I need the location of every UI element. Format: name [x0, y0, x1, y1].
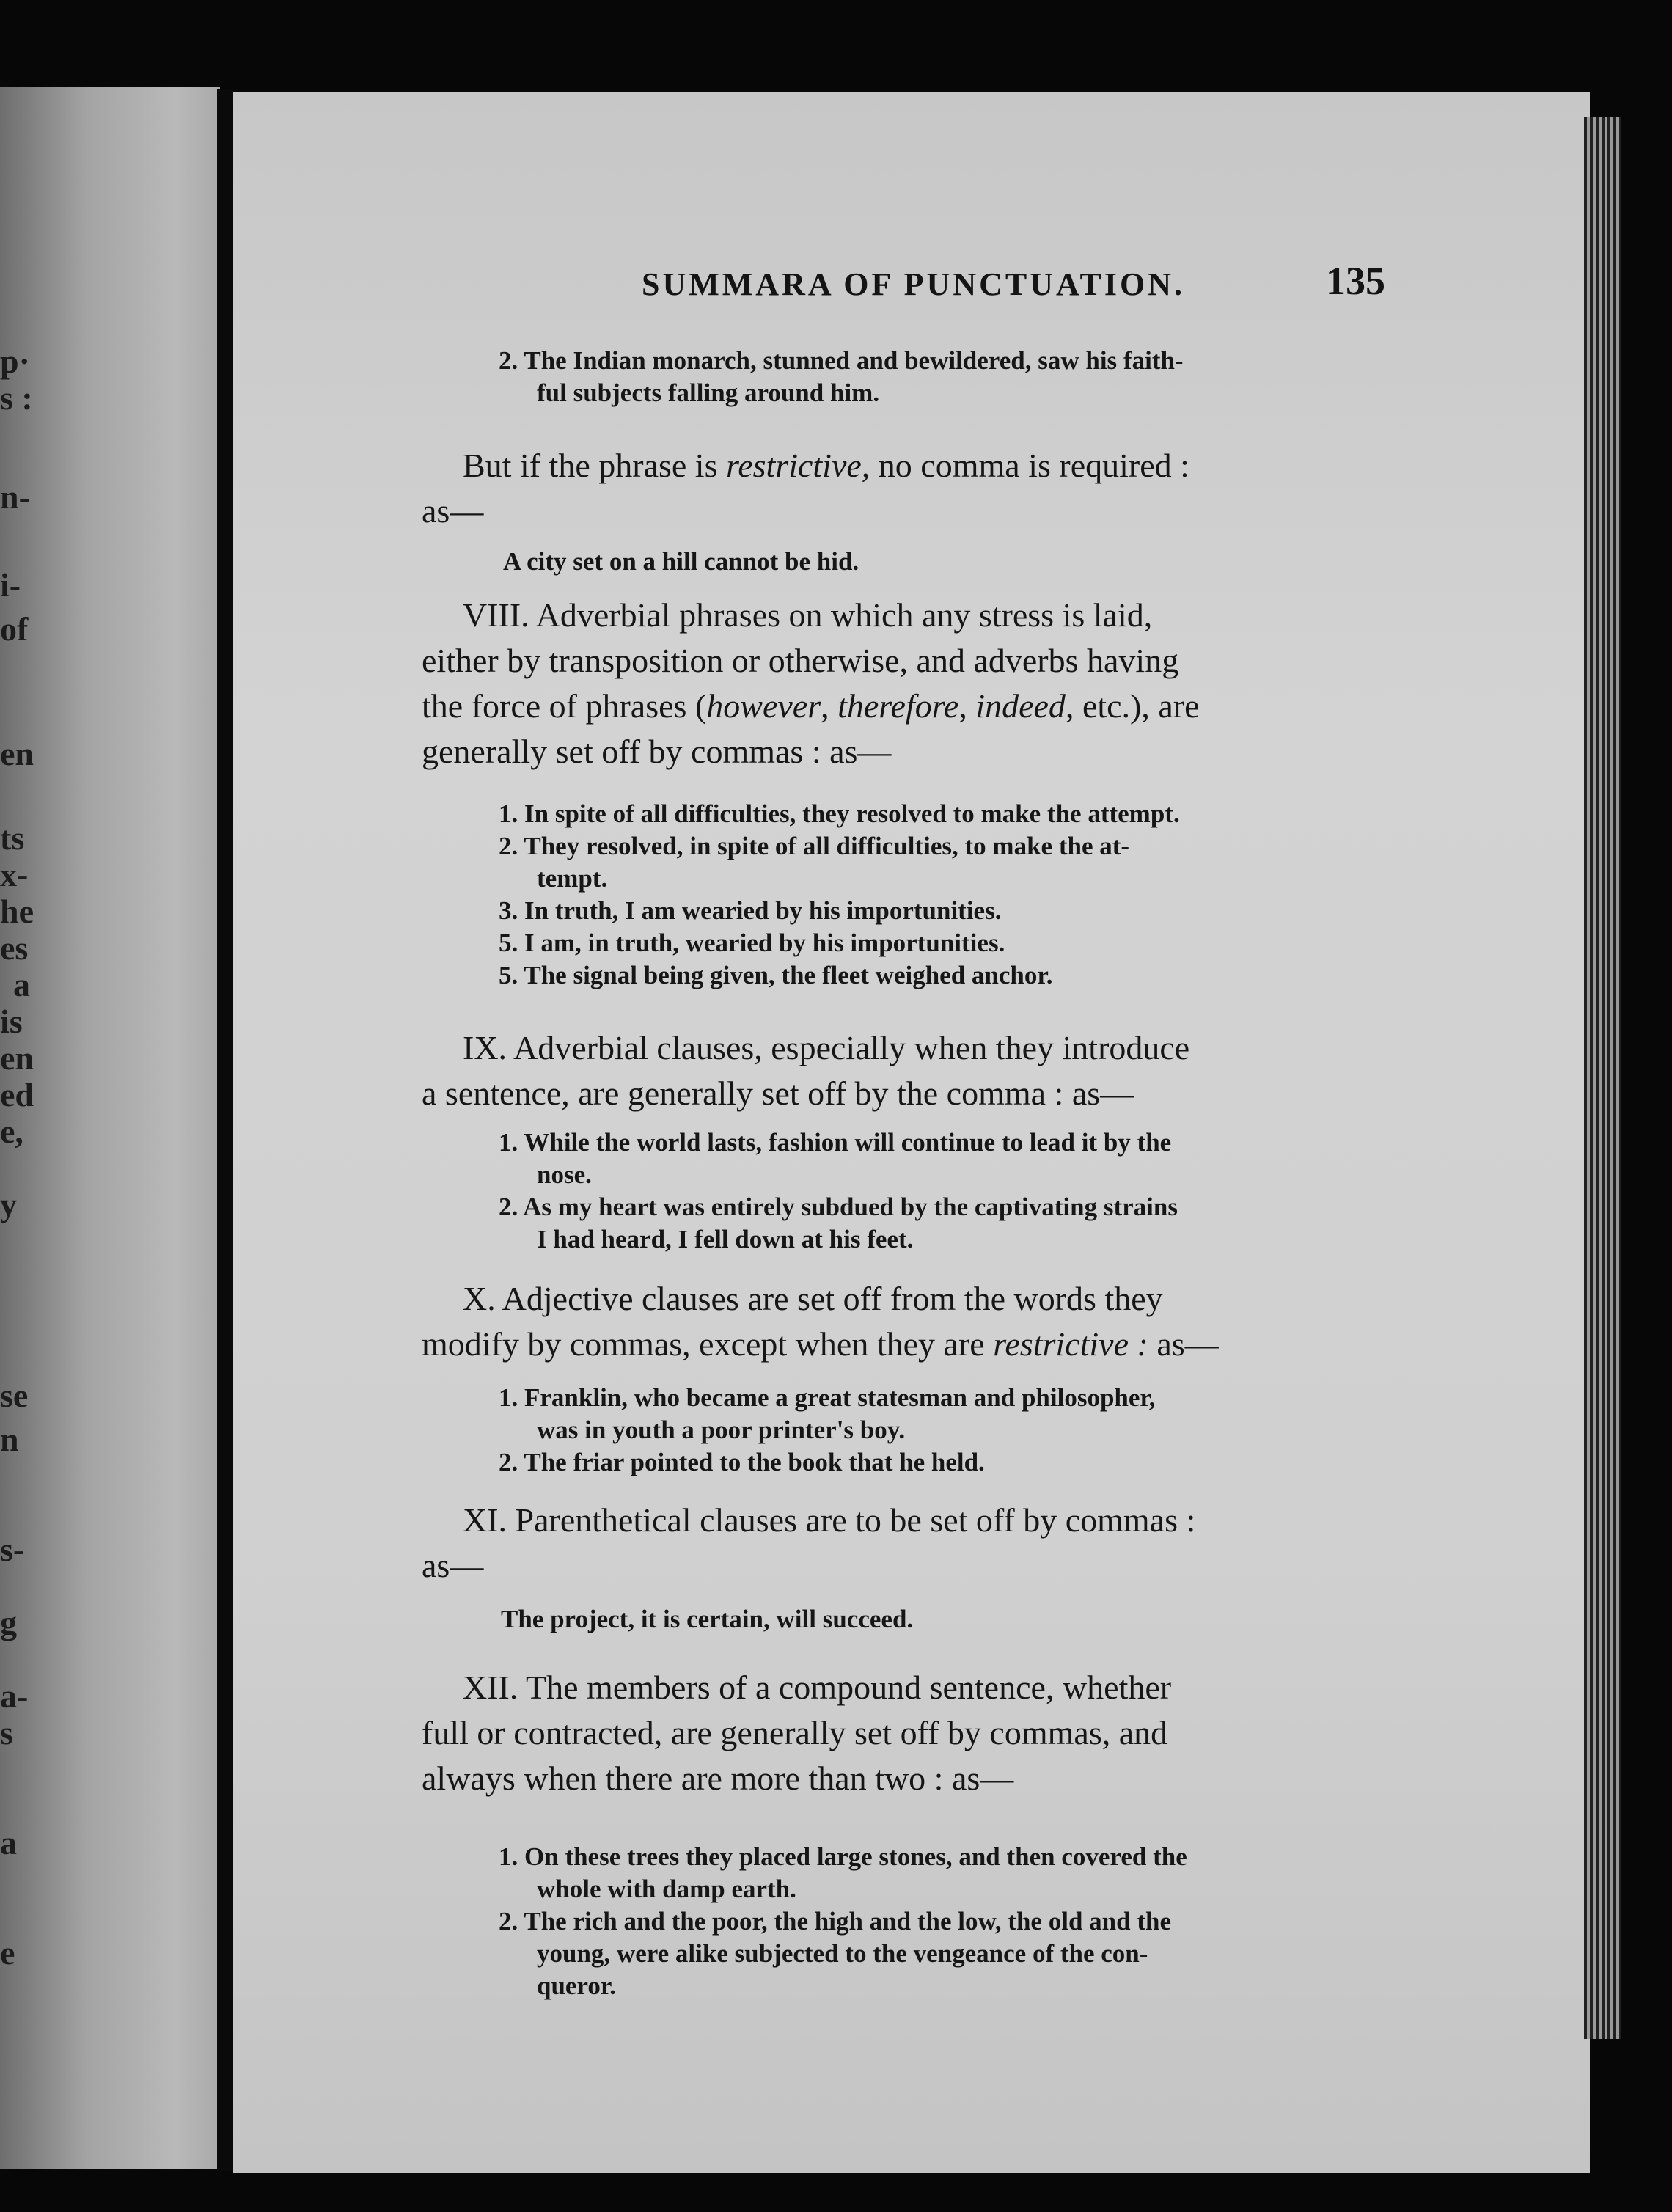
- left-page-text-fragment: se: [0, 1377, 29, 1414]
- example-top: [499, 345, 1184, 409]
- rule-xi: [422, 1498, 1195, 1589]
- examples-xii: 1. On these trees they placed large stones, and then covered the whole with damp earth. 2. The rich and the poor, the high and the low, the old and the young, were alike subjected to the vengeance of the con- queror.: [499, 1842, 1187, 2000]
- paragraph-line: modify by commas, except when they are restrictive : as—: [422, 1325, 1219, 1363]
- left-page-text-fragment: is: [0, 1003, 23, 1040]
- paragraph-line: generally set off by commas : as—: [422, 733, 892, 770]
- paragraph-line: XI. Parenthetical clauses are to be set off by commas :: [463, 1501, 1196, 1539]
- left-page-text-fragment: of: [0, 610, 29, 648]
- paragraph-line: the force of phrases (however, therefore, indeed, etc.), are: [422, 687, 1200, 725]
- left-page-text-fragment: g: [0, 1604, 17, 1641]
- left-page-text-fragment: en: [0, 1039, 34, 1077]
- paragraph-line: either by transposition or otherwise, and adverbs having: [422, 642, 1179, 679]
- paragraph-line: always when there are more than two : as—: [422, 1759, 1014, 1797]
- left-page-text-fragment: a-: [0, 1677, 29, 1715]
- paragraph-line: as—: [422, 492, 484, 530]
- paragraph-line: as—: [422, 1547, 484, 1584]
- paragraph-line: full or contracted, are generally set off by commas, and: [422, 1714, 1168, 1751]
- left-page-text-fragment: i-: [0, 566, 21, 604]
- rule-ix: [422, 1025, 1189, 1116]
- page-edges: [1584, 117, 1621, 2039]
- left-page-text-fragment: es: [0, 929, 29, 967]
- paragraph-line: VIII. Adverbial phrases on which any stress is laid,: [463, 596, 1153, 634]
- left-page-text-fragment: e,: [0, 1113, 23, 1150]
- left-page-text-fragment: ed: [0, 1076, 34, 1113]
- paragraph-line: IX. Adverbial clauses, especially when they introduce: [463, 1029, 1190, 1066]
- left-page-fragment: [0, 87, 220, 2169]
- left-page-text-fragment: e: [0, 1934, 15, 1971]
- paragraph-restrictive: [422, 443, 1189, 534]
- example-line: ful subjects falling around him.: [537, 378, 880, 407]
- left-page-text-fragment: s :: [0, 379, 33, 417]
- left-page-text-fragment: p·: [0, 343, 30, 380]
- left-page-text-fragment: y: [0, 1186, 17, 1223]
- example-line: 2. The Indian monarch, stunned and bewildered, saw his faith-: [499, 346, 1184, 375]
- rule-viii: [422, 593, 1200, 774]
- example-restrictive: A city set on a hill cannot be hid.: [503, 547, 859, 576]
- paragraph-line: X. Adjective clauses are set off from the words they: [463, 1280, 1163, 1317]
- examples-x: 1. Franklin, who became a great statesman and philosopher, was in youth a poor printer's boy. 2. The friar pointed to the book that he held.: [499, 1383, 1156, 1476]
- paragraph-line: XII. The members of a compound sentence, whether: [463, 1669, 1172, 1706]
- rule-x: [422, 1276, 1219, 1367]
- example-xi: The project, it is certain, will succeed.: [501, 1605, 914, 1633]
- left-page-text-fragment: s-: [0, 1531, 25, 1568]
- examples-viii: 1. In spite of all difficulties, they resolved to make the attempt. 2. They resolved, in spite of all difficulties, to make the at- tempt. 3. In truth, I am wearied by his importunities. 5. I am, in truth, wearied by his importunities. 5. The signal being given, the fleet weighed anchor.: [499, 799, 1180, 989]
- left-page-text-fragment: he: [0, 893, 34, 930]
- left-page-text-fragment: n: [0, 1421, 19, 1458]
- left-page-text-fragment: s: [0, 1714, 13, 1751]
- left-page-text-fragment: a: [0, 1824, 17, 1861]
- left-page-text-fragment: n-: [0, 478, 30, 516]
- paragraph-line: a sentence, are generally set off by the comma : as—: [422, 1074, 1134, 1112]
- running-head: SUMMARA OF PUNCTUATION.: [642, 266, 1185, 302]
- examples-ix: 1. While the world lasts, fashion will continue to lead it by the nose. 2. As my heart was entirely subdued by the captivating strains I had heard, I fell down at his feet.: [499, 1128, 1178, 1253]
- left-page-text-fragment: en: [0, 735, 34, 772]
- paragraph-line: But if the phrase is restrictive, no comma is required :: [463, 447, 1189, 484]
- left-page-text-fragment: ts: [0, 819, 25, 857]
- page-number: 135: [1326, 259, 1385, 303]
- rule-xii: [422, 1665, 1171, 1801]
- book-gutter: [217, 89, 233, 2171]
- left-page-text-fragment: a: [13, 966, 30, 1003]
- left-page-text-fragment: x-: [0, 856, 29, 893]
